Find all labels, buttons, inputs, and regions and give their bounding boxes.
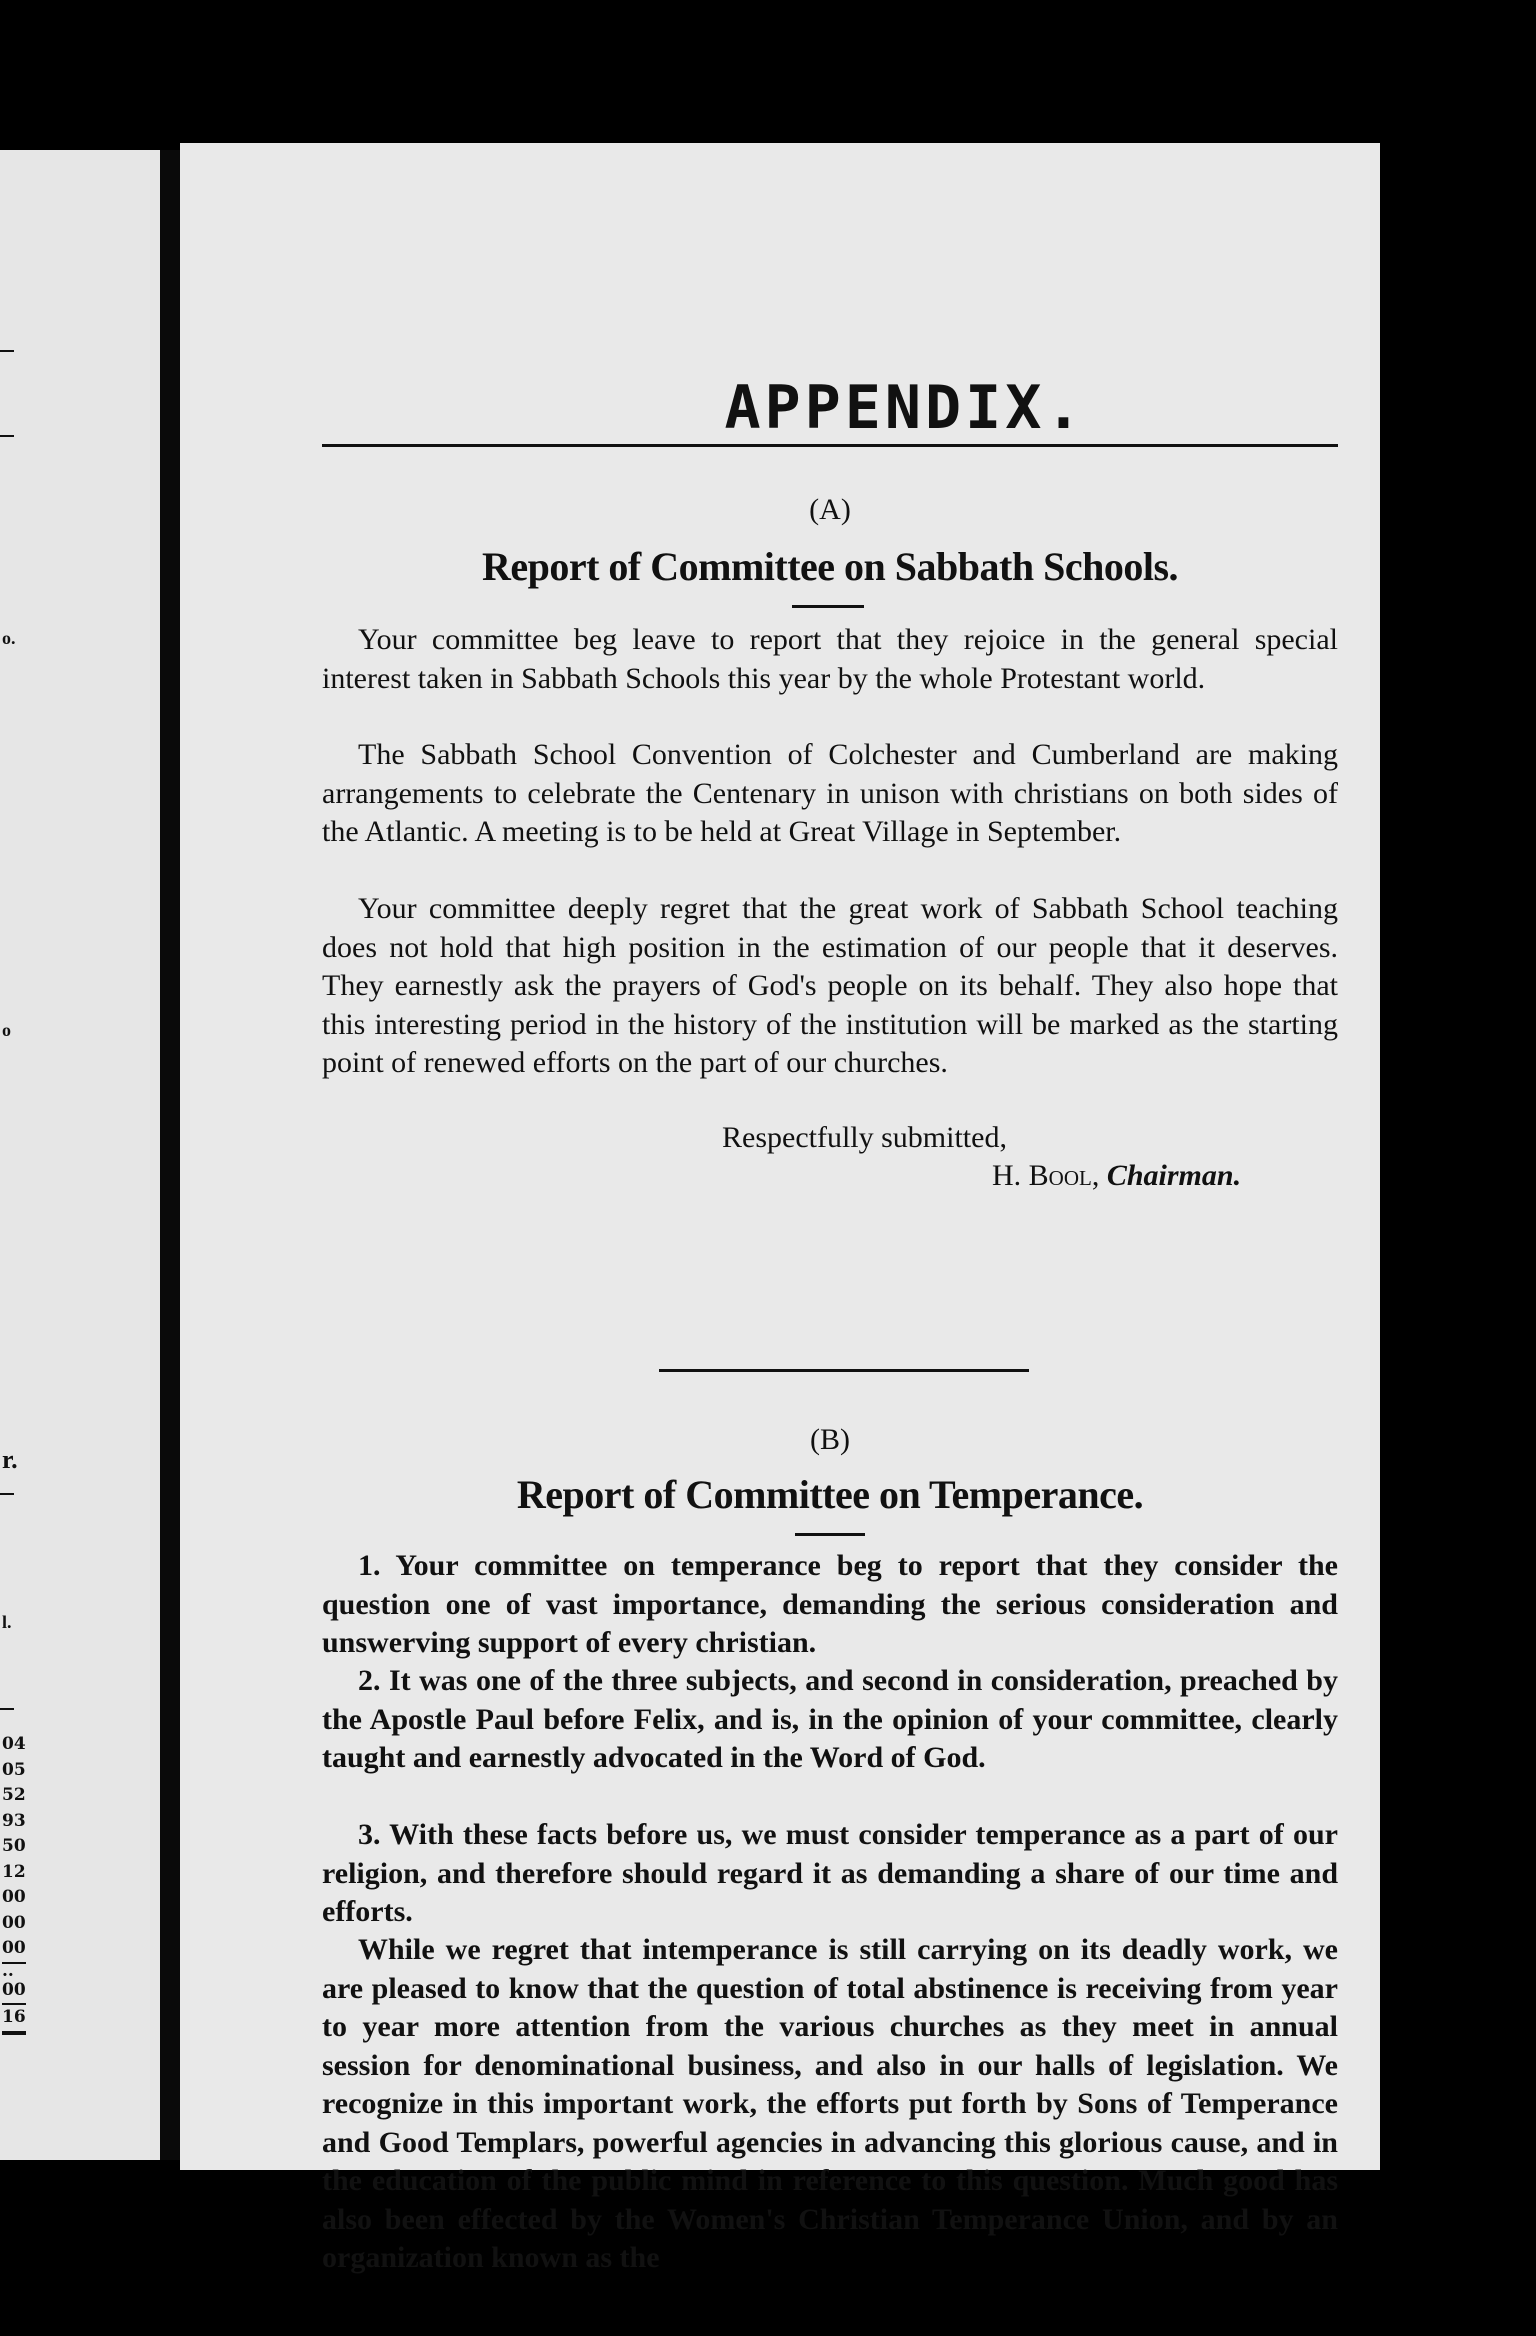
facing-page-rule bbox=[0, 1493, 14, 1495]
facing-page-number: 16 bbox=[2, 2005, 26, 2035]
book-gutter bbox=[160, 150, 180, 2160]
section-letter: (B) bbox=[810, 1423, 850, 1456]
paragraph: While we regret that intemperance is still carrying on its deadly work, we are pleased to know that the question of total abstinence is receiving from year to year more attention from the various churches as they meet in annual session for denominational business, and also in our halls of legislation. We recognize in this important work, the efforts put forth by Sons of Temperance and Good Templars, powerful agencies in advancing this glorious cause, and in the education of the public mind in reference to this question. Much good has also been effected by the Women's Christian Temperance Union, and by an organization known as the bbox=[322, 1933, 1338, 2274]
facing-page-rule bbox=[0, 350, 14, 352]
title-rule bbox=[322, 444, 1338, 447]
paragraph: Your committee deeply regret that the great work of Sabbath School teaching does not hold that high position in the estimation of our people that it deserves. They earnestly ask the prayers of God's people on its behalf. They also hope that this interesting period in the history of the institution will be marked as the starting point of renewed efforts on the part of our churches. bbox=[322, 892, 1338, 1079]
facing-page-number: 52 bbox=[2, 1785, 26, 1805]
section-letter: (A) bbox=[809, 493, 851, 526]
facing-page-text: o bbox=[2, 1020, 11, 1040]
facing-page-number: 05 bbox=[2, 1759, 26, 1780]
paragraph: The Sabbath School Convention of Colchester and Cumberland are making arrangements to celebrate the Centenary in unison with christians on both sides of the Atlantic. A meeting is to be held at Great Village in September. bbox=[322, 738, 1338, 848]
paragraph: 1. Your committee on temperance beg to report that they consider the question one of vast importance, demanding the serious consideration and unswerving support of every christian. bbox=[322, 1549, 1338, 1659]
paragraph: 2. It was one of the three subjects, and second in consideration, preached by the Apostle Paul before Felix, and is, in the opinion of your committee, clearly taught and earnestly advocated in the Word of God. bbox=[322, 1664, 1338, 1774]
section-heading: Report of Committee on Sabbath Schools. bbox=[481, 544, 1179, 589]
facing-page-number: 00 bbox=[2, 1912, 26, 1933]
heading-rule bbox=[792, 605, 864, 608]
facing-page-number: 00 bbox=[2, 1887, 26, 1907]
signature bbox=[992, 1159, 1241, 1193]
paragraph: 3. With these facts before us, we must consider temperance as a part of our religion, and therefore should regard it as demanding a share of our time and efforts. bbox=[322, 1818, 1338, 1928]
facing-page-number: 50 bbox=[2, 1836, 26, 1856]
facing-page-text: l. bbox=[2, 1612, 12, 1632]
signatory-name: H. Bool, bbox=[992, 1159, 1100, 1192]
facing-page-number: 00 bbox=[2, 1978, 26, 2006]
facing-page-rule bbox=[0, 1708, 14, 1710]
paragraph: Your committee beg leave to report that they rejoice in the general special interest taken in Sabbath Schools this year by the whole Protestant world. bbox=[322, 623, 1338, 695]
signatory-role: Chairman. bbox=[1106, 1159, 1242, 1192]
section-heading: Report of Committee on Temperance. bbox=[516, 1472, 1144, 1517]
facing-page-fragment bbox=[0, 150, 160, 2160]
closing-line: Respectfully submitted, bbox=[722, 1121, 1007, 1154]
facing-page-number: 04 bbox=[2, 1734, 26, 1754]
facing-page-number: 12 bbox=[2, 1861, 26, 1882]
facing-page-text: o. bbox=[2, 628, 16, 648]
facing-page-text: r. bbox=[2, 1445, 18, 1474]
page-title: APPENDIX. bbox=[724, 373, 1086, 443]
book-page bbox=[180, 143, 1380, 2274]
heading-rule bbox=[795, 1533, 865, 1536]
facing-page-number: 93 bbox=[2, 1810, 26, 1831]
facing-page-number-column bbox=[2, 1732, 26, 2035]
section-separator bbox=[659, 1369, 1029, 1372]
facing-page-rule bbox=[0, 435, 14, 437]
facing-page-number: .. bbox=[2, 1960, 14, 1981]
facing-page-number: 00 bbox=[2, 1936, 26, 1964]
